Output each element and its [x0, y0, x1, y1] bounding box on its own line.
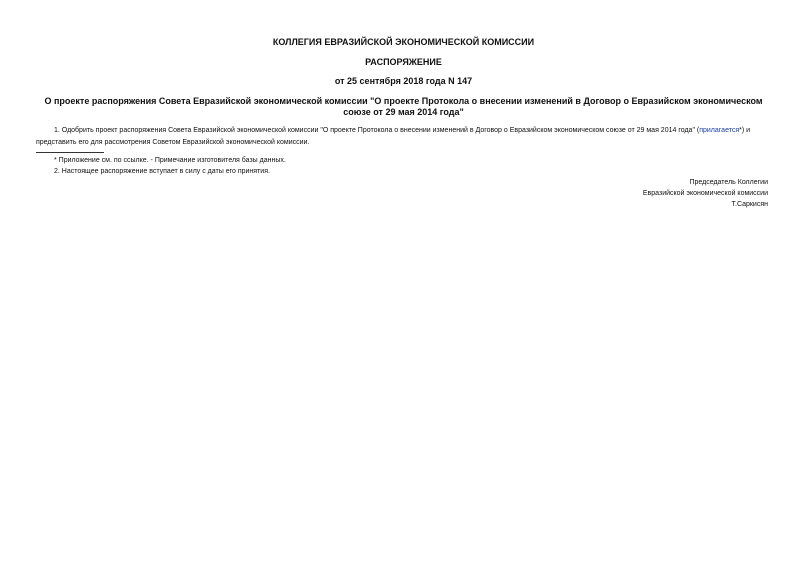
- document-subject-line-2: союзе от 29 мая 2014 года": [343, 107, 464, 117]
- paragraph-1-end: *) и представить его для рассмотрения Советом Евразийской экономической комиссии.: [36, 127, 751, 146]
- document-date: от 25 сентября 2018 года N 147: [334, 76, 473, 86]
- attachment-link[interactable]: прилагается: [699, 127, 740, 134]
- document-type: РАСПОРЯЖЕНИЕ: [365, 57, 442, 67]
- signature-title-line-2: Евразийской экономической комиссии: [642, 190, 768, 197]
- organization-title: КОЛЛЕГИЯ ЕВРАЗИЙСКОЙ ЭКОНОМИЧЕСКОЙ КОМИССИИ: [272, 37, 535, 47]
- paragraph-2: 2. Настоящее распоряжение вступает в силу с даты его принятия.: [54, 168, 270, 175]
- document-subject-line-1: О проекте распоряжения Совета Евразийской экономической комиссии "О проекте Протокола о внесении изменений в Договор о Евразийском экономическом: [44, 96, 763, 106]
- footnote-divider: [36, 152, 104, 153]
- footnote: * Приложение см. по ссылке. - Примечание изготовителя базы данных.: [54, 157, 286, 164]
- document-subject: [36, 96, 771, 118]
- paragraph-1-start: 1. Одобрить проект распоряжения Совета Евразийской экономической комиссии "О проекте Протокола о внесении изменений в Договор о Евразийском экономическом союзе от 29 мая 2014 года" (: [54, 127, 700, 134]
- signature-title-line-1: Председатель Коллегии: [689, 179, 768, 186]
- signature-name: Т.Саркисян: [731, 201, 768, 208]
- paragraph-1: [36, 125, 771, 149]
